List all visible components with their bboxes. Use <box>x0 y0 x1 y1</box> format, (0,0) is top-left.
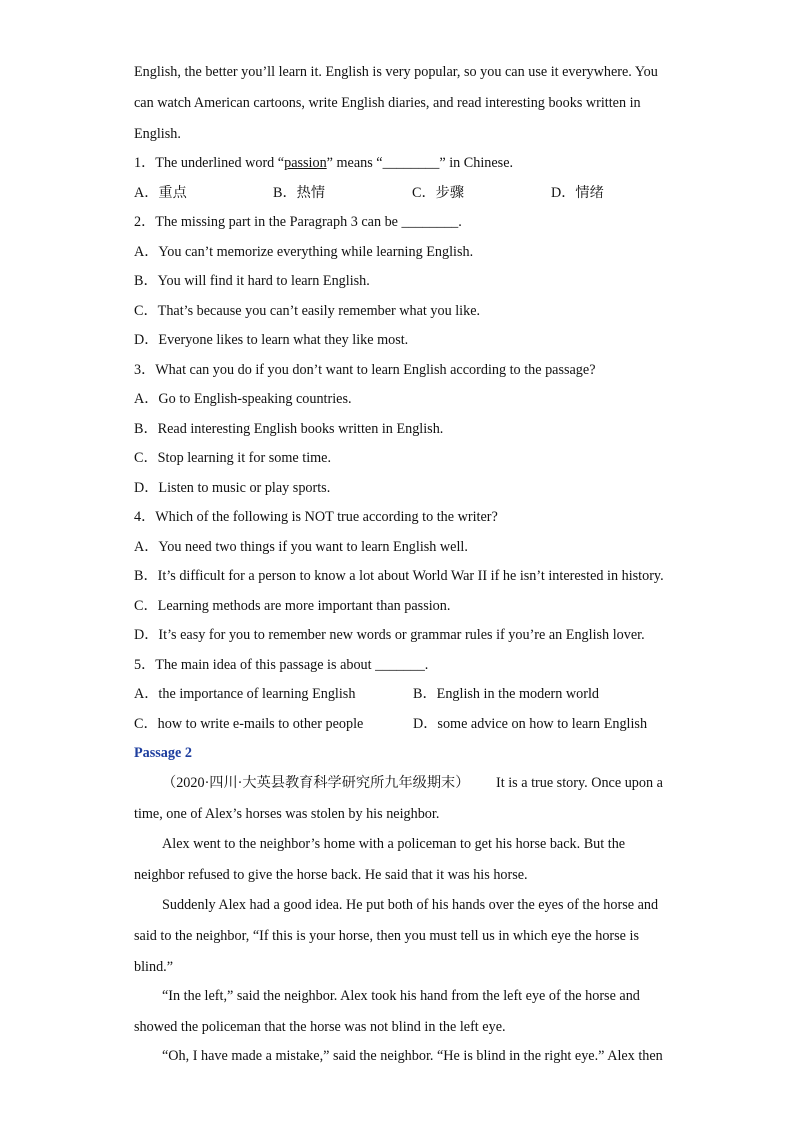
option-d[interactable]: D．情绪 <box>551 185 604 201</box>
question-5-options-row-2 <box>134 714 647 734</box>
question-4-stem: 4．Which of the following is NOT true according to the writer? <box>134 509 498 525</box>
option-a[interactable]: A．Go to English-speaking countries. <box>134 391 352 407</box>
option-a[interactable]: A．重点 <box>134 185 187 201</box>
q1-prefix: 1．The underlined word “ <box>134 155 285 171</box>
option-c[interactable]: C．Learning methods are more important than passion. <box>134 598 451 614</box>
option-c[interactable]: C．Stop learning it for some time. <box>134 450 332 466</box>
option-a[interactable]: A．You can’t memorize everything while learning English. <box>134 244 474 260</box>
question-3-stem: 3．What can you do if you don’t want to learn English according to the passage? <box>134 362 596 378</box>
option-d[interactable]: D．It’s easy for you to remember new words or grammar rules if you’re an English lover. <box>134 627 645 643</box>
option-d[interactable]: D．Listen to music or play sports. <box>134 480 331 496</box>
question-5-stem: 5．The main idea of this passage is about _______. <box>134 657 429 673</box>
intro-text: English, the better you’ll learn it. English is very popular, so you can use it everywhere. You <box>134 64 658 80</box>
passage-line: said to the neighbor, “If this is your horse, then you must tell us in which eye the horse is <box>134 928 639 944</box>
passage-line: “Oh, I have made a mistake,” said the neighbor. “He is blind in the right eye.” Alex then <box>162 1048 663 1064</box>
option-b[interactable]: B．English in the modern world <box>413 686 599 702</box>
question-5-options-row-1 <box>134 684 599 704</box>
option-b[interactable]: B．You will find it hard to learn English. <box>134 273 370 289</box>
passage-2-heading: Passage 2 <box>134 745 192 761</box>
q1-suffix: ” means “________” in Chinese. <box>326 155 514 171</box>
question-2-stem: 2．The missing part in the Paragraph 3 can be ________. <box>134 214 462 230</box>
intro-line <box>134 93 641 113</box>
source-citation: （2020·四川·大英县教育科学研究所九年级期末） <box>162 775 470 791</box>
passage-line: Suddenly Alex had a good idea. He put both of his hands over the eyes of the horse and <box>162 897 659 913</box>
option-d[interactable]: D．Everyone likes to learn what they like most. <box>134 332 409 348</box>
passage-line: Alex went to the neighbor’s home with a policeman to get his horse back. But the <box>162 836 626 852</box>
option-c[interactable]: C．That’s because you can’t easily remember what you like. <box>134 303 481 319</box>
option-a[interactable]: A．You need two things if you want to learn English well. <box>134 539 468 555</box>
underlined-word: passion <box>284 155 327 171</box>
option-b[interactable]: B．It’s difficult for a person to know a lot about World War II if he isn’t interested in history. <box>134 568 664 584</box>
option-a[interactable]: A．the importance of learning English <box>134 686 356 702</box>
intro-text: can watch American cartoons, write English diaries, and read interesting books written in <box>134 95 641 111</box>
passage-line: showed the policeman that the horse was not blind in the left eye. <box>134 1019 506 1035</box>
option-d[interactable]: D．some advice on how to learn English <box>413 716 648 732</box>
option-c[interactable]: C．how to write e-mails to other people <box>134 716 364 732</box>
passage-line: neighbor refused to give the horse back. He said that it was his horse. <box>134 867 528 883</box>
intro-line <box>134 62 658 82</box>
passage-2-source <box>162 773 469 793</box>
question-1-stem <box>134 153 513 173</box>
option-c[interactable]: C．步骤 <box>412 185 465 201</box>
passage-line: blind.” <box>134 959 174 975</box>
question-1-options <box>134 183 604 203</box>
intro-text: English. <box>134 126 181 142</box>
passage-line: It is a true story. Once upon a <box>496 775 663 791</box>
intro-line <box>134 124 181 144</box>
passage-line: time, one of Alex’s horses was stolen by his neighbor. <box>134 806 440 822</box>
passage-line: “In the left,” said the neighbor. Alex took his hand from the left eye of the horse and <box>162 988 640 1004</box>
option-b[interactable]: B．Read interesting English books written in English. <box>134 421 444 437</box>
option-b[interactable]: B．热情 <box>273 185 326 201</box>
